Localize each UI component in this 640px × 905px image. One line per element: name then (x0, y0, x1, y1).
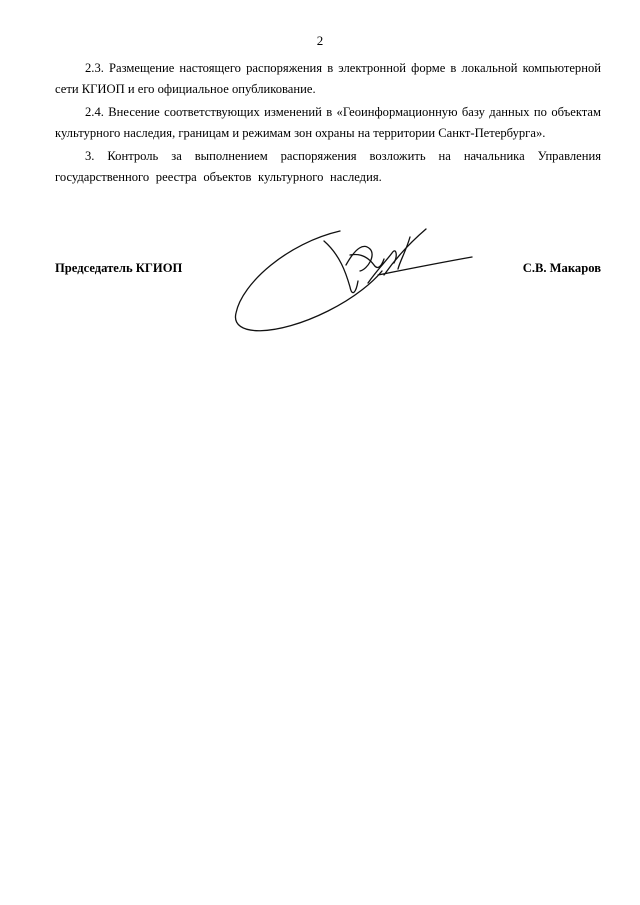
page-number: 2 (316, 33, 324, 48)
signatory-position: Председатель КГИОП (55, 261, 183, 275)
paragraph-3: 3. Контроль за выполнением распоряжения возложить на начальника Управления государственного реестра объектов культурного наследия. (55, 149, 601, 184)
body-text (55, 58, 601, 190)
paragraph-2-4: 2.4. Внесение соответствующих изменений в «Геоинформационную базу данных по объектам культурного наследия, границам и режимам зон охраны на территории Санкт-Петербурга». (55, 105, 601, 140)
handwritten-signature-image (228, 225, 478, 343)
signatory-name: С.В. Макаров (522, 261, 601, 275)
paragraph-2-3: 2.3. Размещение настоящего распоряжения в электронной форме в локальной компьютерной сети КГИОП и его официальное опубликование. (55, 61, 601, 96)
